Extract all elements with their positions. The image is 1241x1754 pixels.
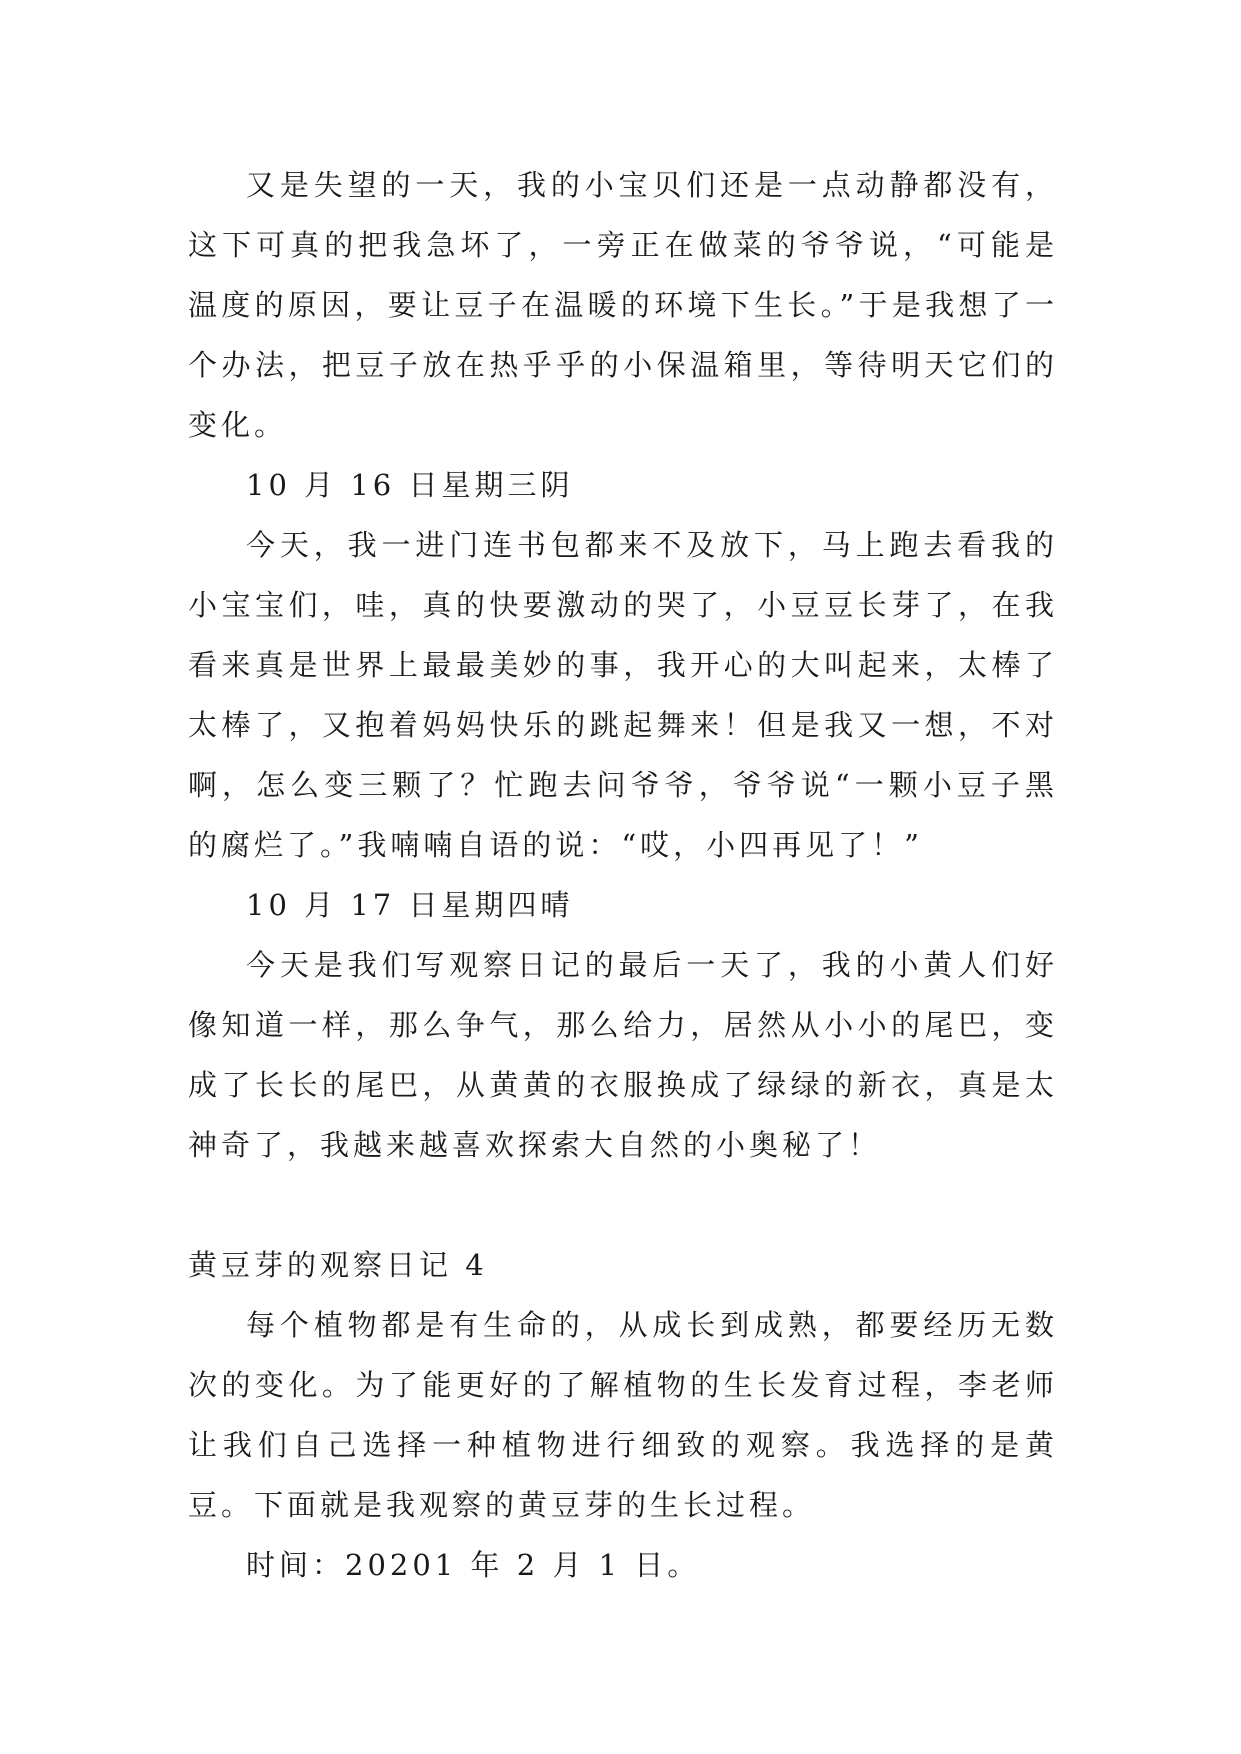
paragraph-disappointed-day: 又是失望的一天，我的小宝贝们还是一点动静都没有，这下可真的把我急坏了，一旁正在做菜的爷爷说，“可能是温度的原因，要让豆子在温暖的环境下生长。”于是我想了一个办法，把豆子放在热乎乎的小保温箱里，等待明天它们的变化。 [188, 168, 1058, 442]
document-body [188, 155, 1058, 1595]
section-heading: 黄豆芽的观察日记 4 [188, 1248, 488, 1282]
date-oct-17: 10 月 17 日星期四晴 [246, 888, 574, 922]
paragraph-intro: 每个植物都是有生命的，从成长到成熟，都要经历无数次的变化。为了能更好的了解植物的生长发育过程，李老师让我们自己选择一种植物进行细致的观察。我选择的是黄豆。下面就是我观察的黄豆芽的生长过程。 [188, 1308, 1058, 1522]
paragraph-last-day: 今天是我们写观察日记的最后一天了，我的小黄人们好像知道一样，那么争气，那么给力，居然从小小的尾巴，变成了长长的尾巴，从黄黄的衣服换成了绿绿的新衣，真是太神奇了，我越来越喜欢探索大自然的小奥秘了！ [188, 948, 1058, 1162]
paragraph-time: 时间：20201 年 2 月 1 日。 [246, 1548, 701, 1582]
paragraph-sprouts-appear: 今天，我一进门连书包都来不及放下，马上跑去看我的小宝宝们，哇，真的快要激动的哭了，小豆豆长芽了，在我看来真是世界上最最美妙的事，我开心的大叫起来，太棒了太棒了，又抱着妈妈快乐的跳起舞来！但是我又一想，不对啊，怎么变三颗了？忙跑去问爷爷，爷爷说“一颗小豆子黑的腐烂了。”我喃喃自语的说：“哎，小四再见了！” [188, 528, 1058, 862]
date-oct-16: 10 月 16 日星期三阴 [246, 468, 574, 502]
